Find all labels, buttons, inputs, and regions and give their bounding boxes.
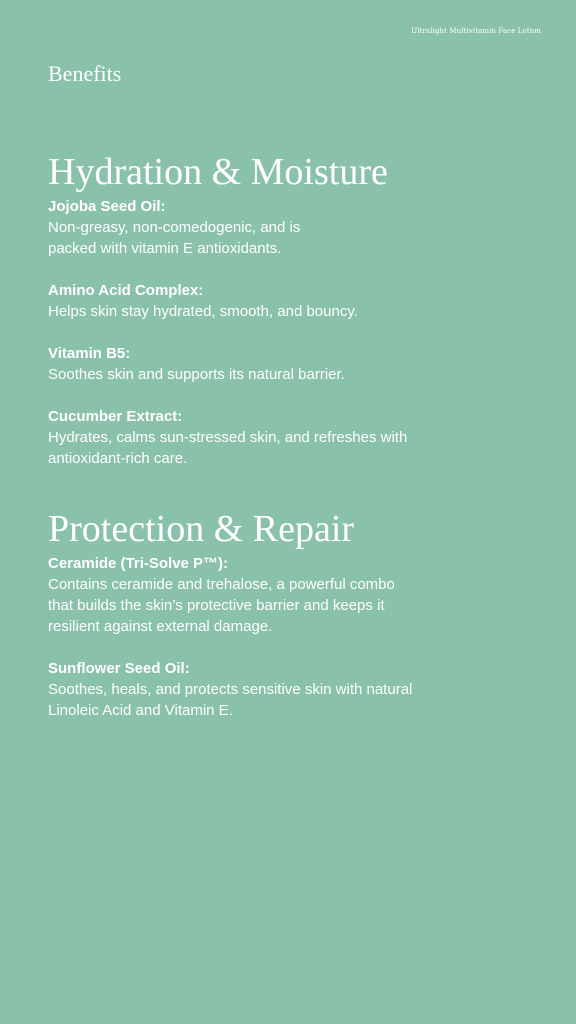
ingredient-name: Vitamin B5:	[48, 345, 131, 362]
description-line: Soothes, heals, and protects sensitive skin with natural	[48, 681, 413, 698]
ingredient-description	[48, 217, 468, 259]
section-heading: Hydration & Moisture	[48, 151, 388, 193]
ingredient-description	[48, 364, 468, 385]
ingredient-sunflower-seed-oil	[48, 658, 468, 721]
page-title: Benefits	[48, 61, 122, 86]
section-protection-repair	[48, 507, 468, 742]
ingredient-jojoba-seed-oil	[48, 196, 468, 259]
ingredient-vitamin-b5	[48, 343, 468, 385]
ingredient-name: Cucumber Extract:	[48, 408, 183, 425]
ingredient-ceramide	[48, 553, 468, 637]
ingredient-description	[48, 427, 468, 469]
description-line: resilient against external damage.	[48, 618, 273, 635]
ingredient-description	[48, 574, 468, 637]
section-heading: Protection & Repair	[48, 508, 355, 550]
ingredient-cucumber-extract	[48, 406, 468, 469]
ingredient-name: Ceramide (Tri-Solve P™):	[48, 555, 229, 572]
description-line: Non-greasy, non-comedogenic, and is	[48, 219, 301, 236]
description-line: Helps skin stay hydrated, smooth, and bouncy.	[48, 303, 358, 320]
description-line: Linoleic Acid and Vitamin E.	[48, 702, 233, 719]
ingredient-name: Amino Acid Complex:	[48, 282, 204, 299]
product-name: Ultralight Multivitamin Face Lotion	[411, 27, 541, 35]
ingredient-description	[48, 679, 468, 721]
description-line: Soothes skin and supports its natural barrier.	[48, 366, 345, 383]
description-line: antioxidant-rich care.	[48, 450, 188, 467]
description-line: that builds the skin’s protective barrier and keeps it	[48, 597, 385, 614]
section-hydration-moisture	[48, 150, 468, 490]
description-line: Contains ceramide and trehalose, a powerful combo	[48, 576, 395, 593]
ingredient-name: Jojoba Seed Oil:	[48, 198, 166, 215]
ingredient-description	[48, 301, 468, 322]
description-line: Hydrates, calms sun-stressed skin, and refreshes with	[48, 429, 408, 446]
ingredient-amino-acid-complex	[48, 280, 468, 322]
ingredient-name: Sunflower Seed Oil:	[48, 660, 190, 677]
description-line: packed with vitamin E antioxidants.	[48, 240, 282, 257]
